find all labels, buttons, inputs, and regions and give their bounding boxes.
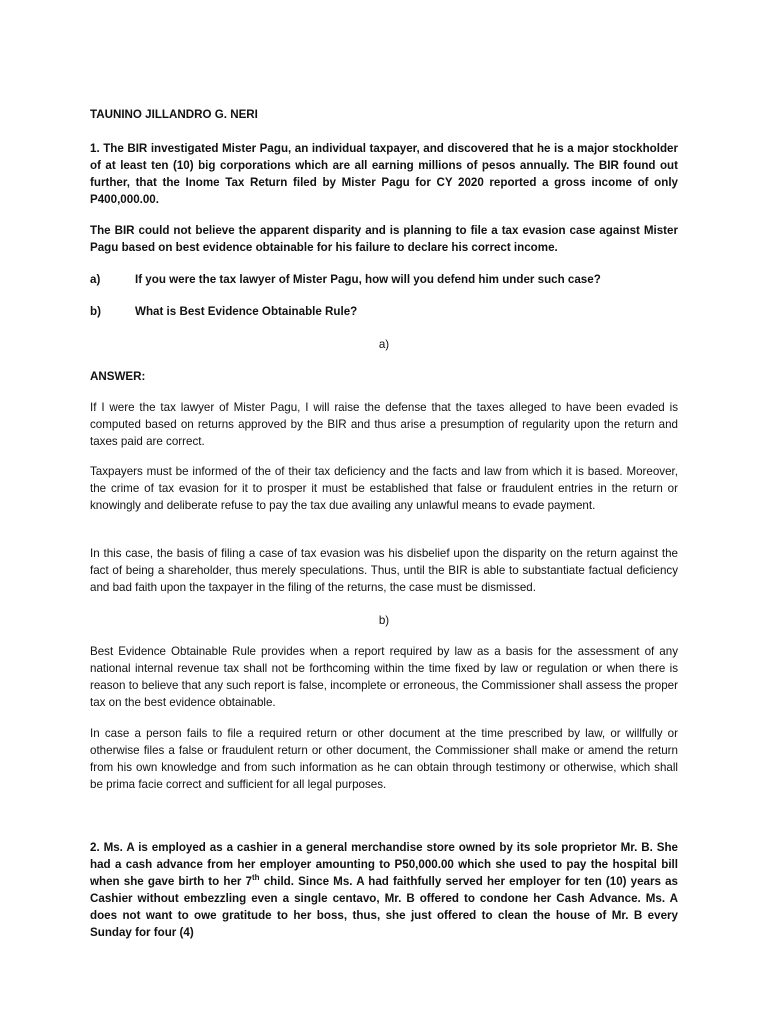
question-1-text: 1. The BIR investigated Mister Pagu, an individual taxpayer, and discovered that he is a major stockholder of at least ten (10) big corporations which are all earning millions of pesos annually. The BIR found out further, that the Inome Tax Return filed by Mister Pagu for CY 2020 reported a gross income of only P400,000.00. (90, 142, 678, 206)
answer-paragraph-3: In this case, the basis of filing a case of tax evasion was his disbelief upon the disparity on the return against the fact of being a shareholder, thus merely speculations. Thus, until the BIR is able to substantiate factual deficiency and bad faith upon the taxpayer in the filing of the returns, the case must be dismissed. (90, 547, 678, 594)
answer-paragraph-2: Taxpayers must be informed of the of their tax deficiency and the facts and law from which it is based. Moreover, the crime of tax evasion for it to prosper it must be established that false or fraudulent entries in the return or knowingly and deliberate refuse to pay the tax due availing any unlawful means to evade payment. (90, 465, 678, 512)
sub-question-b-text: What is Best Evidence Obtainable Rule? (135, 305, 358, 318)
question-1-context: The BIR could not believe the apparent disparity and is planning to file a tax evasion case against Mister Pagu based on best evidence obtainable for his failure to declare his correct income. (90, 224, 678, 254)
answer-paragraph-5: In case a person fails to file a required return or other document at the time prescribed by law, or willfully or otherwise files a false or fraudulent return or other document, the Commissioner shall make or amend the return from his own knowledge and from such information as he can obtain through testimony or otherwise, which shall be prima facie correct and sufficient for all legal purposes. (90, 727, 678, 791)
question-2-text-end: child. Since Ms. A had faithfully served her employer for ten (10) years as Cashier without embezzling even a single centavo, Mr. B offered to condone her Cash Advance. Ms. A does not want to owe gratitude to her boss, thus, she just offered to clean the house of Mr. B every Sunday for four (4) (90, 875, 678, 939)
sub-question-a-marker: a) (90, 273, 101, 286)
answer-paragraph-1: If I were the tax lawyer of Mister Pagu, I will raise the defense that the taxes alleged to have been evaded is computed based on returns approved by the BIR and thus arise a presumption of regularity upon the return and taxes paid are correct. (90, 401, 678, 448)
answer-a-heading: a) (378, 338, 390, 351)
answer-b-heading: b) (378, 614, 390, 627)
author-name: TAUNINO JILLANDRO G. NERI (90, 108, 258, 121)
sub-question-a-text: If you were the tax lawyer of Mister Pagu, how will you defend him under such case? (135, 273, 601, 286)
sub-question-b-marker: b) (90, 305, 101, 318)
question-2-text (90, 839, 678, 941)
answer-paragraph-4: Best Evidence Obtainable Rule provides when a report required by law as a basis for the assessment of any national internal revenue tax shall not be forthcoming within the time fixed by law or regulation or when there is reason to believe that any such report is false, incomplete or erroneous, the Commissioner shall assess the proper tax on the best evidence obtainable. (90, 645, 678, 709)
answer-label: ANSWER: (90, 370, 146, 383)
ordinal-suffix: th (252, 873, 260, 883)
sub-question-a (90, 271, 678, 288)
sub-question-b (90, 303, 678, 320)
question-2-text-start: 2. Ms. A is employed as a cashier in a general merchandise store owned by its sole proprietor Mr. B. She had a cash advance from her employer amounting to P50,000.00 which she used to pay the hospital bill when she gave birth to her 7 (90, 841, 678, 888)
